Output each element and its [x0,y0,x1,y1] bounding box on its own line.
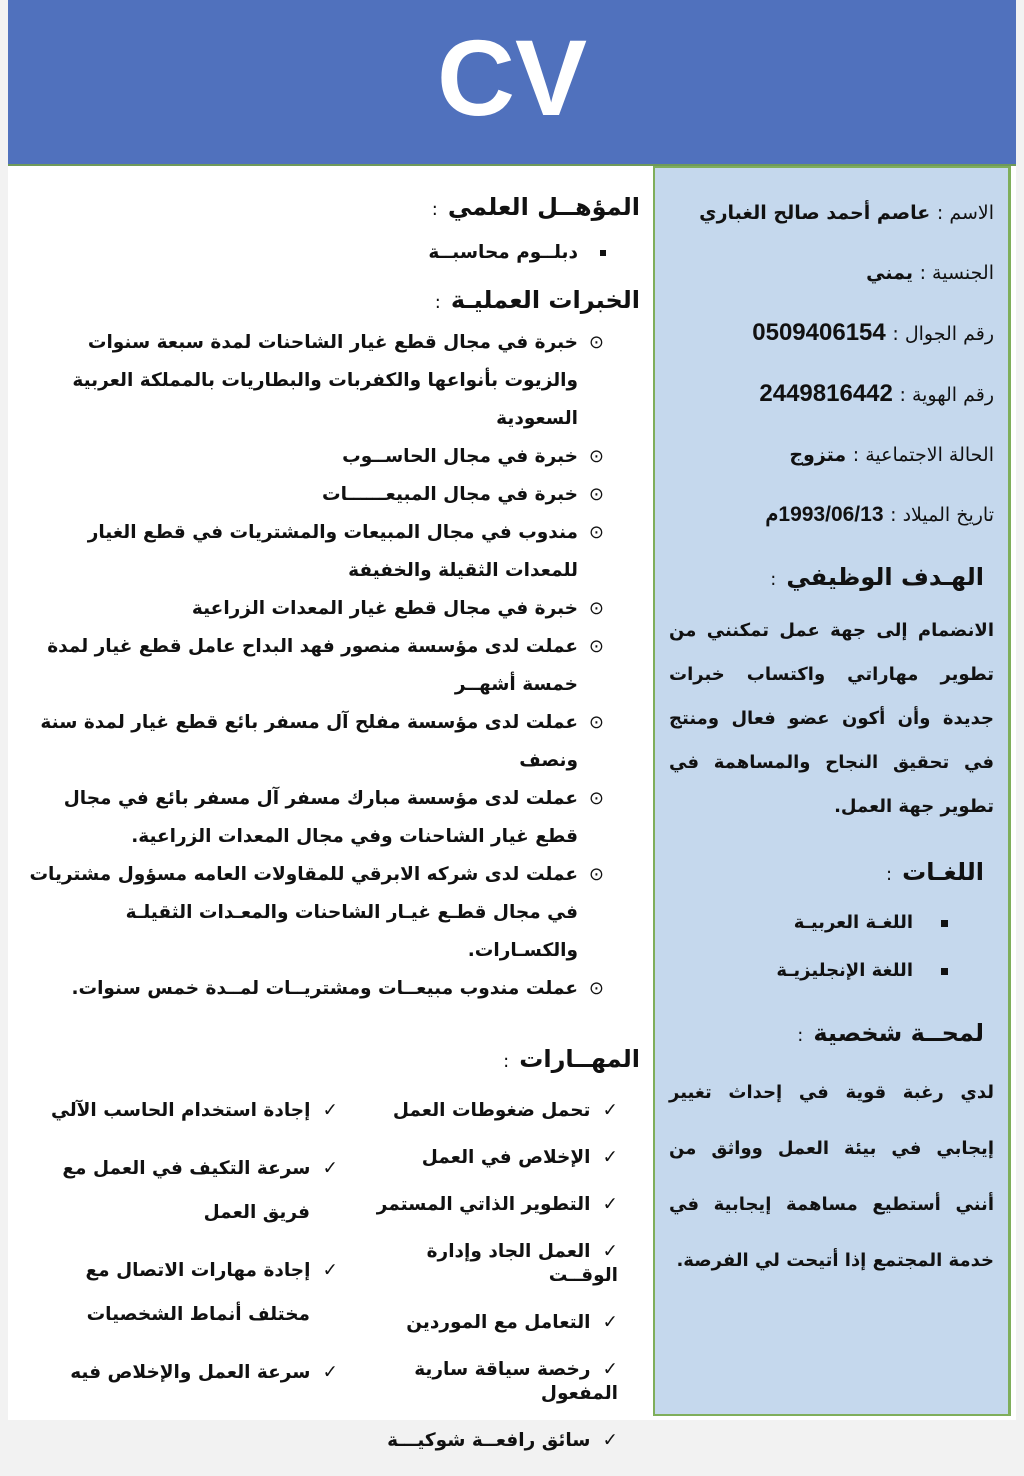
skill-text: إجادة مهارات الاتصال مع [85,1260,311,1281]
phone-value: 0509406154 [752,319,886,346]
languages-heading: اللغـات: [886,858,984,886]
check-icon: ✓ [602,1312,618,1333]
circle-dot-icon: ⊙ [588,484,604,505]
skills-column-2 [38,1099,338,1476]
circle-dot-icon: ⊙ [588,978,604,999]
experience-item [20,324,604,438]
skill-item-continuation: فريق العمل [203,1202,310,1223]
experience-heading-text: الخبرات العمليـة [450,286,640,314]
name-value: عاصم أحمد صالح الغباري [699,202,931,224]
qualification-text: دبلــوم محاسبــة [428,242,578,263]
experience-text: عملت لدى مؤسسة مبارك مسفر آل مسفر بائع في مجال قطع غيار الشاحنات وفي مجال المعدات الزراعية. [63,788,578,847]
languages-heading-text: اللغـات [902,858,984,886]
circle-dot-icon: ⊙ [588,522,604,543]
circle-dot-icon: ⊙ [588,598,604,619]
check-icon: ✓ [602,1100,618,1121]
phone-label: رقم الجوال : [892,323,994,345]
skill-text: العمل الجاد وإدارة الوقــت [426,1241,618,1286]
circle-dot-icon: ⊙ [588,712,604,733]
skill-item [38,1157,338,1181]
id-value: 2449816442 [759,380,893,407]
languages-list [669,908,994,986]
language-item: اللغة الإنجليزيـة [669,956,948,986]
check-icon: ✓ [322,1158,338,1179]
personal-note-heading-text: لمحــة شخصية [813,1019,984,1047]
skill-item [358,1358,618,1406]
experience-text: خبرة في مجال المبيعــــــات [322,484,578,505]
main-column [20,190,640,1476]
skill-item [38,1259,338,1283]
check-icon: ✓ [602,1194,618,1215]
experience-item [20,856,604,970]
experience-item [20,514,604,590]
check-icon: ✓ [602,1241,618,1262]
circle-dot-icon: ⊙ [588,332,604,353]
phone-row [669,318,994,349]
experience-text: خبرة في مجال الحاســوب [342,446,578,467]
cv-title: CV [436,17,588,138]
personal-sidebar [653,166,1011,1416]
skill-text: الإخلاص في العمل [421,1147,591,1168]
skill-item [358,1429,618,1453]
experience-item [20,780,604,856]
skill-item [358,1099,618,1123]
experience-item [20,704,604,780]
objective-heading: الهـدف الوظيفي: [770,563,984,591]
circle-dot-icon: ⊙ [588,788,604,809]
qualification-heading: المؤهــل العلمي: [431,193,640,221]
skill-text: إجادة استخدام الحاسب الآلي [50,1100,311,1121]
experience-item [20,438,604,476]
dob-row [669,500,994,530]
circle-dot-icon: ⊙ [588,636,604,657]
cv-header [8,0,1016,166]
skill-text: التعامل مع الموردين [406,1312,591,1333]
check-icon: ✓ [322,1362,338,1383]
objective-text: الانضمام إلى جهة عمل تمكنني من تطوير مهاراتي واكتساب خبرات جديدة وأن أكون عضو فعال ومنتج في تحقيق النجاح والمساهمة في تطوير جهة العمل. [669,620,994,817]
nationality-label: الجنسية : [919,262,994,284]
dob-value: 1993/06/13م [765,503,884,526]
experience-text: خبرة في مجال قطع غيار الشاحنات لمدة سبعة سنوات والزيوت بأنواعها والكفربات والبطاريات بالمملكة العربية السعودية [72,332,578,429]
experience-text: خبرة في مجال قطع غيار المعدات الزراعية [191,598,578,619]
marital-label: الحالة الاجتماعية : [852,444,994,466]
experience-text: عملت لدى مؤسسة مفلح آل مسفر بائع قطع غيار لمدة سنة ونصف [40,712,578,771]
check-icon: ✓ [322,1100,338,1121]
skill-item [38,1361,338,1385]
check-icon: ✓ [602,1430,618,1451]
experience-item [20,476,604,514]
experience-item [20,970,604,1008]
experience-heading: الخبرات العمليـة: [434,286,640,314]
language-item: اللغـة العربيـة [669,908,948,938]
personal-note-heading: لمحــة شخصية: [797,1019,984,1047]
circle-dot-icon: ⊙ [588,446,604,467]
check-icon: ✓ [602,1147,618,1168]
skills-heading: المهــارات: [503,1045,640,1073]
skill-text: تحمل ضغوطات العمل [392,1100,591,1121]
skill-item [358,1146,618,1170]
nationality-value: يمني [866,262,913,284]
skill-text: سائق رافعــة شوكيـــة [387,1430,591,1451]
marital-row [669,440,994,470]
name-row [669,198,994,228]
skill-item-continuation: مختلف أنماط الشخصيات [86,1304,310,1325]
skill-item [358,1193,618,1217]
skill-text: سرعة التكيف في العمل مع [62,1158,311,1179]
personal-note-text: لدي رغبة قوية في إحداث تغيير إيجابي في بيئة العمل وواثق من أنني أستطيع مساهمة إيجابية في خدمة المجتمع إذا أتيحت لي الفرصة. [669,1082,994,1271]
experience-text: عملت لدى مؤسسة منصور فهد البداح عامل قطع غيار لمدة خمسة أشهــر [47,636,578,695]
experience-text: عملت مندوب مبيعــات ومشتريــات لمــدة خمس سنوات. [71,978,578,999]
skills-grid [20,1099,640,1476]
skill-item [358,1311,618,1335]
id-row [669,379,994,410]
skill-text: التطوير الذاتي المستمر [376,1194,591,1215]
circle-dot-icon: ⊙ [588,864,604,885]
experience-text: مندوب في مجال المبيعات والمشتريات في قطع الغيار للمعدات الثقيلة والخفيفة [87,522,578,581]
bullet-icon [600,250,606,256]
skill-text: رخصة سياقة سارية المفعول [414,1359,618,1404]
experience-item [20,628,604,704]
skill-item [38,1099,338,1123]
qualification-item [20,237,578,269]
marital-value: متزوج [789,444,847,466]
skill-item [358,1240,618,1288]
nationality-row [669,258,994,288]
dob-label: تاريخ الميلاد : [890,504,994,526]
experience-item [20,590,604,628]
name-label: الاسم : [936,202,994,224]
skills-heading-text: المهــارات [519,1045,640,1073]
skill-text: سرعة العمل والإخلاص فيه [70,1362,311,1383]
experience-list [20,324,640,1008]
objective-heading-text: الهـدف الوظيفي [786,563,984,591]
id-label: رقم الهوية : [899,384,994,406]
experience-text: عملت لدى شركه الابرقي للمقاولات العامه مسؤول مشتريات في مجال قطـع غيـار الشاحنات والمعـدات الثقيلـة والكسـارات. [29,864,578,961]
check-icon: ✓ [602,1359,618,1380]
qualification-heading-text: المؤهــل العلمي [447,193,640,221]
check-icon: ✓ [322,1260,338,1281]
skills-column-1 [358,1099,618,1476]
